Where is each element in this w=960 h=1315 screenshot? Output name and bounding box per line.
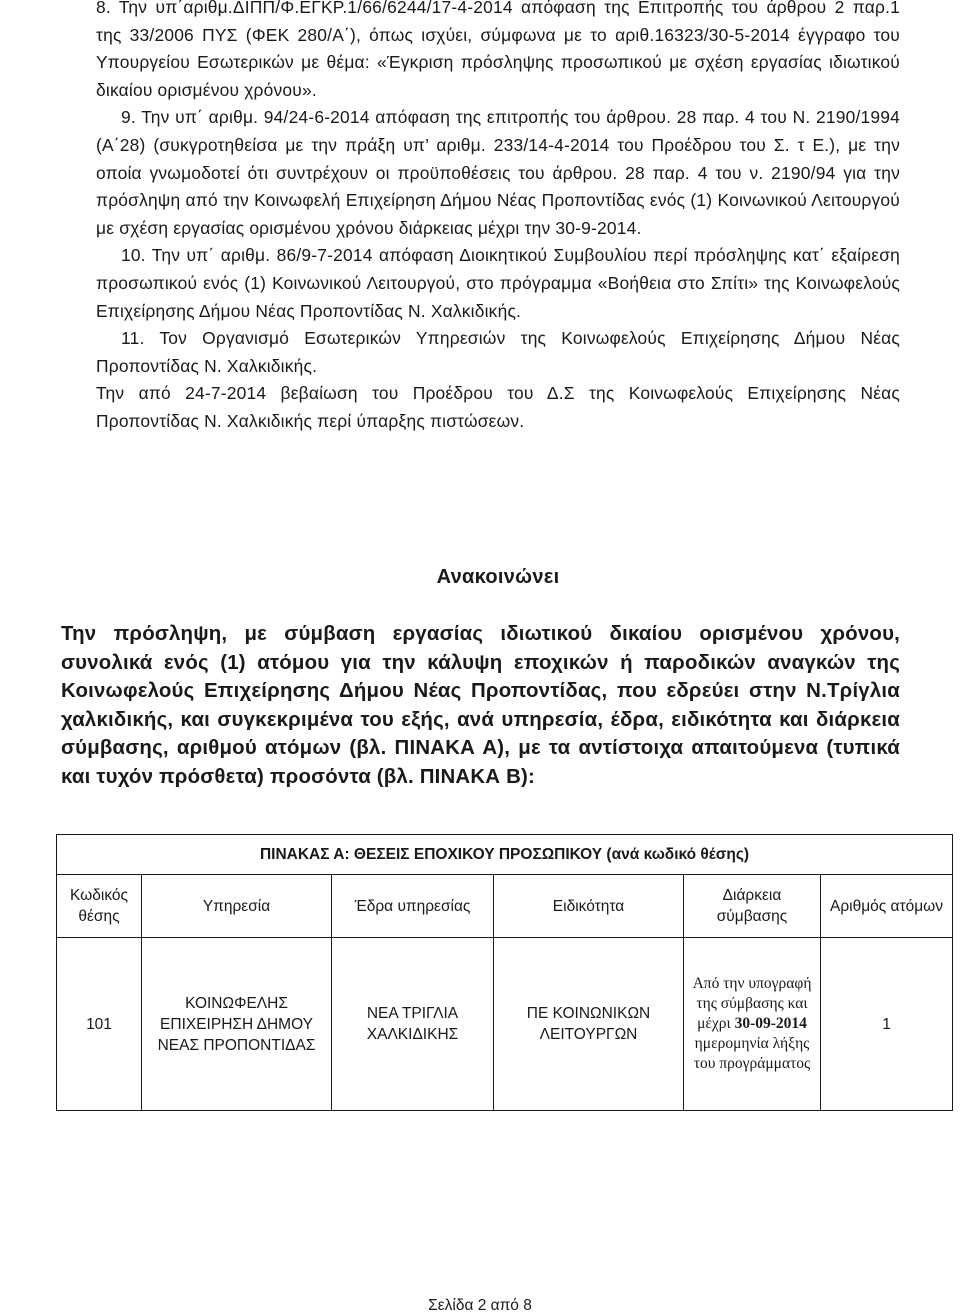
cell-duration-post: ημερομηνία λήξης του προγράμματος bbox=[693, 1035, 811, 1072]
header-count: Αριθμός ατόμων bbox=[821, 875, 953, 938]
header-seat: Έδρα υπηρεσίας bbox=[332, 875, 494, 938]
header-service: Υπηρεσία bbox=[142, 875, 332, 938]
header-code: Κωδικός θέσης bbox=[57, 875, 142, 938]
positions-table bbox=[56, 834, 953, 1111]
paragraph-credit-certificate: Την από 24-7-2014 βεβαίωση του Προέδρου του Δ.Σ της Κοινωφελούς Επιχείρησης Νέας Προποντίδας Ν. Χαλκιδικής περί ύπαρξης πιστώσεων. bbox=[96, 383, 900, 431]
table-caption-rest: (ανά κωδικό θέσης) bbox=[602, 846, 750, 863]
cell-specialty: ΠΕ ΚΟΙΝΩΝΙΚΩΝ ΛΕΙΤΟΥΡΓΩΝ bbox=[494, 938, 684, 1111]
table-caption-bold: ΠΙΝΑΚΑΣ Α: ΘΕΣΕΙΣ ΕΠΟΧΙΚΟΥ ΠΡΟΣΩΠΙΚΟΥ bbox=[259, 846, 603, 863]
paragraph-11: 11. Τον Οργανισμό Εσωτερικών Υπηρεσιών της Κοινωφελούς Επιχείρησης Δήμου Νέας Προποντίδας Ν. Χαλκιδικής. bbox=[96, 328, 900, 376]
table-caption-row bbox=[57, 835, 953, 875]
table-header-row bbox=[57, 875, 953, 938]
cell-code: 101 bbox=[57, 938, 142, 1111]
table-row bbox=[57, 938, 953, 1111]
cell-duration-pre: Από την υπογραφή της σύμβασης και μέχρι bbox=[692, 975, 812, 1032]
announcement-body: Την πρόσληψη, με σύμβαση εργασίας ιδιωτικού δικαίου ορισμένου χρόνου, συνολικά ενός (1) ατόμου για την κάλυψη εποχικών ή παροδικών αναγκών της Κοινωφελούς Επιχείρησης Δήμου Νέας Προποντίδας, που εδρεύει στην Ν.Τρίγλια χαλκιδικής, και συγκεκριμένα του εξής, ανά υπηρεσία, έδρα, ειδικότητα και διάρκεια σύμβασης, αριθμού ατόμων (βλ. ΠΙΝΑΚΑ Α), με τα αντίστοιχα απαιτούμενα (τυπικά και τυχόν πρόσθετα) προσόντα (βλ. ΠΙΝΑΚΑ Β): bbox=[61, 623, 900, 788]
announcement-title: Ανακοινώνει bbox=[436, 566, 560, 588]
cell-service: ΚΟΙΝΩΦΕΛΗΣ ΕΠΙΧΕΙΡΗΣΗ ΔΗΜΟΥ ΝΕΑΣ ΠΡΟΠΟΝΤΙΔΑΣ bbox=[142, 938, 332, 1111]
cell-seat: ΝΕΑ ΤΡΙΓΛΙΑ ΧΑΛΚΙΔΙΚΗΣ bbox=[332, 938, 494, 1111]
paragraph-8: 8. Την υπ΄αριθμ.ΔΙΠΠ/Φ.ΕΓΚΡ.1/66/6244/17-4-2014 απόφαση της Επιτροπής του άρθρου 2 παρ.1 της 33/2006 ΠΥΣ (ΦΕΚ 280/Α΄), όπως ισχύει, σύμφωνα με το αριθ.16323/30-5-2014 έγγραφο του Υπουργείου Εσωτερικών με θέμα: «Έγκριση πρόσληψης προσωπικού με σχέση εργασίας ιδιωτικού δικαίου ορισμένου χρόνου». bbox=[96, 0, 900, 100]
header-specialty: Ειδικότητα bbox=[494, 875, 684, 938]
cell-count: 1 bbox=[821, 938, 953, 1111]
paragraph-10: 10. Την υπ΄ αριθμ. 86/9-7-2014 απόφαση Διοικητικού Συμβουλίου περί πρόσληψης κατ΄ εξαίρεση προσωπικού ενός (1) Κοινωνικού Λειτουργού, στο πρόγραμμα «Βοήθεια στο Σπίτι» της Κοινωφελούς Επιχείρησης Δήμου Νέας Προποντίδας Ν. Χαλκιδικής. bbox=[96, 245, 900, 321]
page-footer: Σελίδα 2 από 8 bbox=[428, 1297, 532, 1314]
table-caption bbox=[57, 835, 953, 875]
cell-duration bbox=[684, 938, 821, 1111]
cell-duration-date: 30-09-2014 bbox=[734, 1015, 807, 1032]
document-page bbox=[61, 0, 900, 788]
positions-table-wrap bbox=[56, 834, 952, 1111]
header-duration: Διάρκεια σύμβασης bbox=[684, 875, 821, 938]
paragraph-9: 9. Την υπ΄ αριθμ. 94/24-6-2014 απόφαση της επιτροπής του άρθρου. 28 παρ. 4 του Ν. 2190/1994 (Α΄28) (συκγροτηθείσα με την πράξη υπ’ αριθμ. 233/14-4-2014 του Προέδρου του Σ. τ Ε.), με την οποία γνωμοδοτεί ότι συντρέχουν οι προϋποθέσεις του άρθρου. 28 παρ. 4 του ν. 2190/94 για την πρόσληψη από την Κοινωφελή Επιχείρηση Δήμου Νέας Προποντίδας ενός (1) Κοινωνικού Λειτουργού με σχέση εργασίας ορισμένου χρόνου διάρκειας μέχρι την 30-9-2014. bbox=[96, 107, 900, 238]
